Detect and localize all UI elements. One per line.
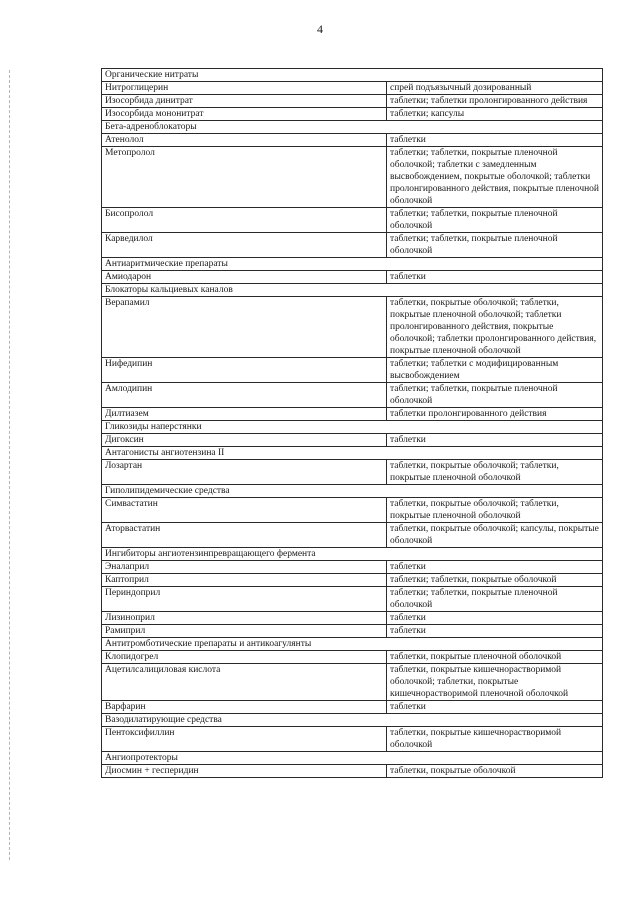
drug-row (102, 383, 603, 408)
drug-row (102, 765, 603, 778)
drug-name: Нитроглицерин (102, 82, 387, 95)
drug-row (102, 664, 603, 701)
group-title: Органические нитраты (102, 69, 603, 82)
drug-name: Каптоприл (102, 574, 387, 587)
drug-row (102, 574, 603, 587)
drug-name: Симвастатин (102, 498, 387, 523)
drug-form: таблетки; таблетки, покрытые пленочной оболочкой (387, 208, 603, 233)
drug-form: таблетки, покрытые пленочной оболочкой (387, 651, 603, 664)
drug-name: Лизиноприл (102, 612, 387, 625)
group-title: Блокаторы кальциевых каналов (102, 284, 603, 297)
drug-row (102, 625, 603, 638)
drug-form: таблетки; таблетки, покрытые оболочкой (387, 574, 603, 587)
drug-form: таблетки; капсулы (387, 108, 603, 121)
drug-row (102, 82, 603, 95)
drug-form: таблетки, покрытые оболочкой; таблетки, покрытые пленочной оболочкой; таблетки пролонгированного действия, покрытые оболочкой; таблетки пролонгированного действия, покрытые пленочной оболочкой (387, 297, 603, 358)
drug-row (102, 651, 603, 664)
group-header-row (102, 121, 603, 134)
group-header-row (102, 258, 603, 271)
drug-form: таблетки; таблетки, покрытые пленочной оболочкой; таблетки с замедленным высвобождением, покрытые оболочкой; таблетки пролонгированного действия, покрытые пленочной оболочкой (387, 147, 603, 208)
drug-form: таблетки, покрытые оболочкой; таблетки, покрытые пленочной оболочкой (387, 460, 603, 485)
drug-row (102, 460, 603, 485)
drug-name: Рамиприл (102, 625, 387, 638)
group-title: Гликозиды наперстянки (102, 421, 603, 434)
drug-row (102, 208, 603, 233)
drug-name: Нифедипин (102, 358, 387, 383)
group-title: Ангиопротекторы (102, 752, 603, 765)
drug-name: Амиодарон (102, 271, 387, 284)
group-header-row (102, 447, 603, 460)
drug-row (102, 701, 603, 714)
drug-form: таблетки (387, 271, 603, 284)
group-header-row (102, 69, 603, 82)
drug-form: таблетки (387, 612, 603, 625)
group-title: Антиаритмические препараты (102, 258, 603, 271)
drug-name: Диосмин + гесперидин (102, 765, 387, 778)
drug-name: Варфарин (102, 701, 387, 714)
scan-edge-mark (9, 70, 11, 860)
drug-row (102, 498, 603, 523)
drug-row (102, 434, 603, 447)
drug-row (102, 523, 603, 548)
drug-name: Атенолол (102, 134, 387, 147)
drug-form: таблетки; таблетки, покрытые пленочной оболочкой (387, 233, 603, 258)
group-header-row (102, 714, 603, 727)
drug-form: таблетки, покрытые кишечнорастворимой оболочкой (387, 727, 603, 752)
drug-row (102, 134, 603, 147)
drug-name: Дилтиазем (102, 408, 387, 421)
drug-name: Аторвастатин (102, 523, 387, 548)
drug-table-body (102, 69, 603, 778)
drug-row (102, 147, 603, 208)
drug-row (102, 612, 603, 625)
drug-row (102, 95, 603, 108)
drug-form: таблетки; таблетки, покрытые пленочной оболочкой (387, 383, 603, 408)
drug-form: таблетки (387, 625, 603, 638)
drug-row (102, 727, 603, 752)
drug-form: таблетки (387, 134, 603, 147)
drug-name: Изосорбида мононитрат (102, 108, 387, 121)
drug-name: Бисопролол (102, 208, 387, 233)
drug-form: таблетки пролонгированного действия (387, 408, 603, 421)
drug-name: Верапамил (102, 297, 387, 358)
drug-form: таблетки; таблетки с модифицированным высвобождением (387, 358, 603, 383)
drug-row (102, 561, 603, 574)
drug-name: Карведилол (102, 233, 387, 258)
drug-form: таблетки; таблетки, покрытые пленочной оболочкой (387, 587, 603, 612)
group-title: Ингибиторы ангиотензинпревращающего фермента (102, 548, 603, 561)
group-header-row (102, 752, 603, 765)
drug-form: таблетки (387, 701, 603, 714)
drug-row (102, 408, 603, 421)
drug-name: Изосорбида динитрат (102, 95, 387, 108)
group-header-row (102, 485, 603, 498)
drug-name: Метопролол (102, 147, 387, 208)
group-title: Антитромботические препараты и антикоагулянты (102, 638, 603, 651)
drug-form: таблетки, покрытые оболочкой (387, 765, 603, 778)
drug-form: таблетки (387, 434, 603, 447)
drug-form: таблетки, покрытые кишечнорастворимой оболочкой; таблетки, покрытые кишечнорастворимой пленочной оболочкой (387, 664, 603, 701)
group-title: Бета-адреноблокаторы (102, 121, 603, 134)
drug-name: Лозартан (102, 460, 387, 485)
drug-row (102, 233, 603, 258)
drug-form: таблетки, покрытые оболочкой; капсулы, покрытые оболочкой (387, 523, 603, 548)
drug-table (101, 68, 603, 778)
drug-row (102, 587, 603, 612)
drug-row (102, 297, 603, 358)
drug-row (102, 358, 603, 383)
drug-form: таблетки, покрытые оболочкой; таблетки, покрытые пленочной оболочкой (387, 498, 603, 523)
drug-name: Пентоксифиллин (102, 727, 387, 752)
group-header-row (102, 284, 603, 297)
drug-row (102, 108, 603, 121)
drug-name: Клопидогрел (102, 651, 387, 664)
group-title: Вазодилатирующие средства (102, 714, 603, 727)
drug-name: Ацетилсалициловая кислота (102, 664, 387, 701)
drug-name: Амлодипин (102, 383, 387, 408)
group-title: Гиполипидемические средства (102, 485, 603, 498)
drug-name: Эналаприл (102, 561, 387, 574)
drug-row (102, 271, 603, 284)
group-header-row (102, 638, 603, 651)
drug-form: спрей подъязычный дозированный (387, 82, 603, 95)
drug-form: таблетки (387, 561, 603, 574)
drug-form: таблетки; таблетки пролонгированного действия (387, 95, 603, 108)
group-title: Антагонисты ангиотензина II (102, 447, 603, 460)
drug-name: Периндоприл (102, 587, 387, 612)
page-number: 4 (317, 22, 323, 36)
group-header-row (102, 548, 603, 561)
group-header-row (102, 421, 603, 434)
drug-name: Дигоксин (102, 434, 387, 447)
